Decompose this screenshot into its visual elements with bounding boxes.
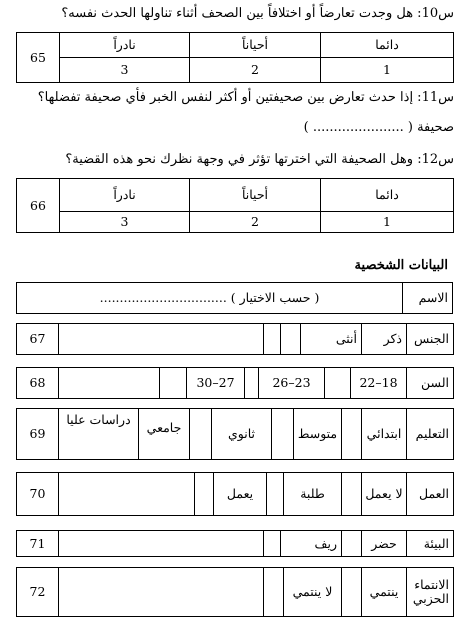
q12-value-rarely[interactable]: 3 — [60, 212, 190, 233]
q12-header-sometimes: أحياناً — [190, 179, 321, 212]
gender-option-male[interactable]: ذكر — [362, 324, 407, 355]
education-row — [16, 408, 454, 460]
name-field[interactable]: ( حسب الاختيار ) ................................ — [17, 283, 403, 314]
work-option-not-working[interactable]: لا يعمل — [362, 473, 407, 516]
q11-answer-field[interactable]: صحيفة ( ...................... ) — [303, 120, 454, 135]
q10-table — [16, 32, 454, 83]
q10-value-always[interactable]: 1 — [321, 58, 454, 83]
age-row — [16, 367, 454, 399]
q12-table — [16, 178, 454, 233]
q12-code: 66 — [17, 179, 60, 233]
gender-label: الجنس — [407, 324, 454, 355]
work-label: العمل — [407, 473, 454, 516]
question-12: س12: وهل الصحيفة التي اخترتها تؤثر في وجهة نظرك نحو هذه القضية؟ — [65, 152, 454, 167]
education-option-postgraduate[interactable]: دراسات عليا — [59, 409, 139, 460]
name-label: الاسم — [403, 283, 453, 314]
environment-option-rural[interactable]: ريف — [281, 531, 342, 557]
work-option-students[interactable]: طلبة — [284, 473, 342, 516]
q10-header-sometimes: أحياناً — [190, 33, 321, 58]
q10-value-sometimes[interactable]: 2 — [190, 58, 321, 83]
question-11: س11: إذا حدث تعارض بين صحيفتين أو أكثر لنفس الخبر فأي صحيفة تفضلها؟ — [37, 90, 454, 105]
party-row — [16, 567, 454, 617]
age-option-27-30[interactable]: 27–30 — [187, 368, 245, 399]
q12-value-sometimes[interactable]: 2 — [190, 212, 321, 233]
environment-row — [16, 530, 454, 557]
party-label: الانتماء الحزبي — [407, 568, 454, 617]
personal-data-title: البيانات الشخصية — [354, 258, 448, 273]
education-label: التعليم — [407, 409, 454, 460]
q12-header-rarely: نادراً — [60, 179, 190, 212]
q10-header-always: دائما — [321, 33, 454, 58]
party-option-non-member[interactable]: لا ينتمي — [284, 568, 342, 617]
education-option-intermediate[interactable]: متوسط — [294, 409, 342, 460]
age-option-23-26[interactable]: 23–26 — [259, 368, 325, 399]
q10-header-rarely: نادراً — [60, 33, 190, 58]
environment-code: 71 — [17, 531, 59, 557]
environment-label: البيئة — [407, 531, 454, 557]
age-label: السن — [407, 368, 454, 399]
work-row — [16, 472, 454, 516]
party-option-member[interactable]: ينتمي — [362, 568, 407, 617]
age-option-18-22[interactable]: 18–22 — [351, 368, 407, 399]
education-option-primary[interactable]: ابتدائي — [362, 409, 407, 460]
age-code: 68 — [17, 368, 59, 399]
q12-value-always[interactable]: 1 — [321, 212, 454, 233]
education-option-secondary[interactable]: ثانوي — [212, 409, 272, 460]
education-option-university[interactable]: جامعي — [139, 409, 190, 460]
environment-option-urban[interactable]: حضر — [362, 531, 407, 557]
gender-code: 67 — [17, 324, 59, 355]
party-code: 72 — [17, 568, 59, 617]
q12-header-always: دائما — [321, 179, 454, 212]
education-code: 69 — [17, 409, 59, 460]
work-option-working[interactable]: يعمل — [214, 473, 267, 516]
q10-value-rarely[interactable]: 3 — [60, 58, 190, 83]
name-row — [16, 282, 453, 314]
q10-code: 65 — [17, 33, 60, 83]
question-10: س10: هل وجدت تعارضاً أو اختلافاً بين الصحف أثناء تناولها الحدث نفسه؟ — [61, 6, 454, 21]
gender-option-female[interactable]: أنثى — [301, 324, 362, 355]
gender-row — [16, 323, 454, 355]
work-code: 70 — [17, 473, 59, 516]
